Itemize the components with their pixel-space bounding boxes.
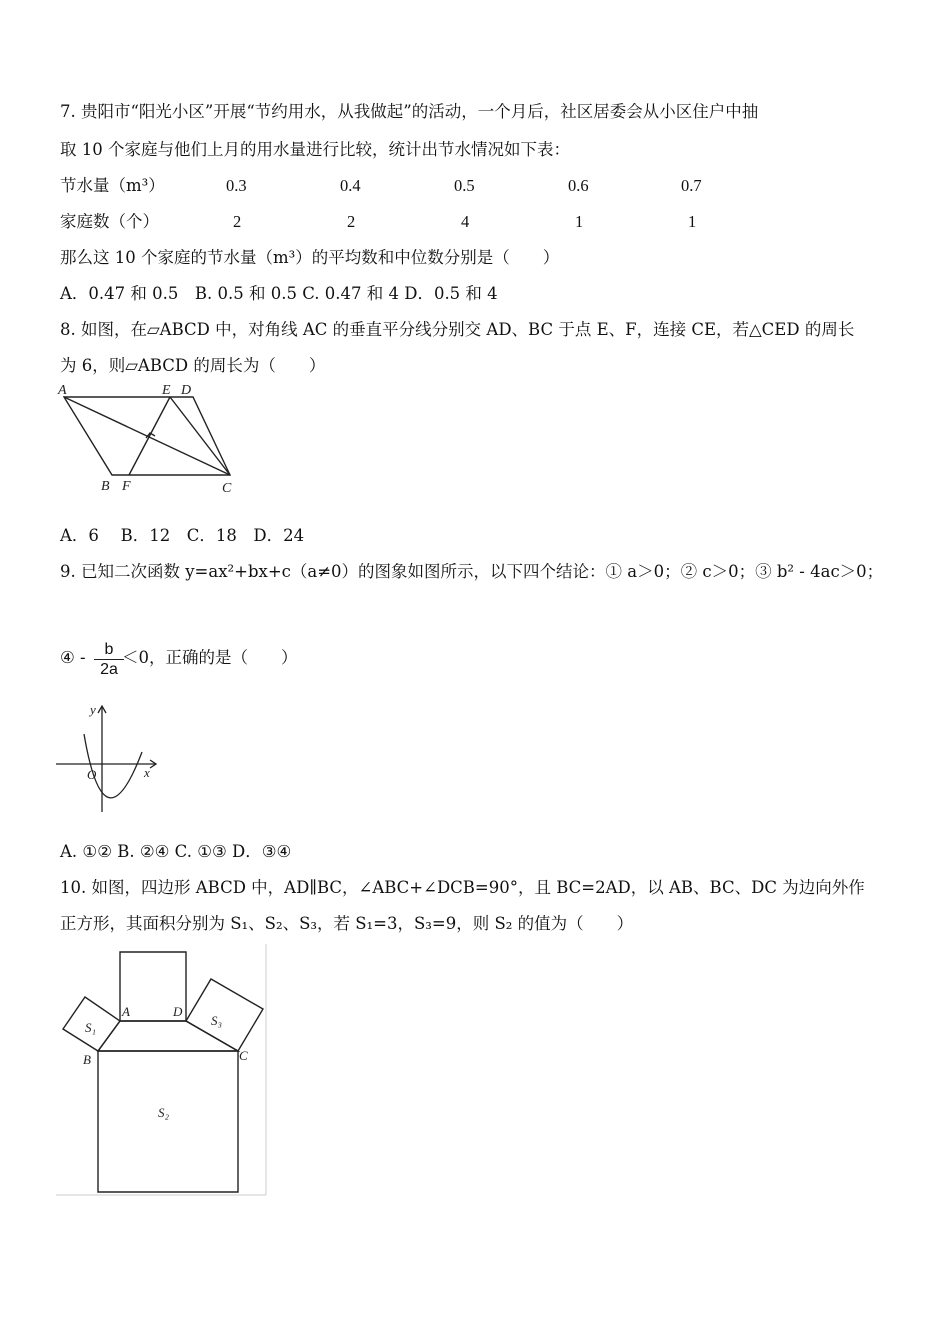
label-origin: O <box>87 767 97 782</box>
q9-line2-suffix: ＜0，正确的是（ ） <box>122 648 298 667</box>
q9-line2 <box>60 648 86 668</box>
label-B: B <box>83 1052 91 1067</box>
parallelogram-figure <box>56 384 242 496</box>
label-E: E <box>162 384 171 398</box>
label-y: y <box>90 702 96 717</box>
label-F: F <box>122 479 131 494</box>
q7-line3: 那么这 10 个家庭的节水量（m³）的平均数和中位数分别是（ ） <box>60 248 560 267</box>
q7-line2: 取 10 个家庭与他们上月的用水量进行比较，统计出节水情况如下表： <box>60 140 570 159</box>
q7-row1-value: 0.7 <box>681 176 702 195</box>
q7-row1-value: 0.3 <box>226 176 247 195</box>
q9-line2-prefix: ④ - <box>60 648 86 667</box>
label-A: A <box>58 384 67 398</box>
q10-line1: 10. 如图，四边形 ABCD 中，AD∥BC，∠ABC+∠DCB=90°，且 BC=2AD，以 AB、BC、DC 为边向外作 <box>60 878 865 897</box>
label-S1: S₁ <box>85 1020 97 1035</box>
q7-options: A．0.47 和 0.5 B. 0.5 和 0.5 C. 0.47 和 4 D．0.5 和 4 <box>60 284 498 303</box>
label-C: C <box>239 1048 248 1063</box>
label-A: A <box>122 1004 130 1019</box>
q10-line2: 正方形，其面积分别为 S₁、S₂、S₃，若 S₁=3，S₃=9，则 S₂ 的值为（ ） <box>60 914 634 933</box>
q7-line1: 7. 贵阳市“阳光小区”开展“节约用水，从我做起”的活动，一个月后，社区居委会从小区住户中抽 <box>60 102 759 121</box>
q7-row2-value: 2 <box>233 212 242 231</box>
q7-row1-value: 0.4 <box>340 176 361 195</box>
q7-row1-value: 0.6 <box>568 176 589 195</box>
q7-row2-value: 1 <box>575 212 584 231</box>
q7-row2-value: 1 <box>688 212 697 231</box>
fraction-denominator: 2a <box>100 661 118 678</box>
fraction-numerator: b <box>94 640 124 660</box>
label-x: x <box>144 765 150 780</box>
q8-options: A．6 B．12 C．18 D．24 <box>60 526 305 545</box>
q7-row1-label: 节水量（m³） <box>60 176 165 195</box>
q9-line1: 9. 已知二次函数 y=ax²+bx+c（a≠0）的图象如图所示，以下四个结论：① a＞0；② c＞0；③ b² ‑ 4ac＞0； <box>60 562 884 581</box>
q7-row2-label: 家庭数（个） <box>60 212 159 231</box>
q7-row2-value: 2 <box>347 212 356 231</box>
label-D: D <box>181 384 192 398</box>
label-D: D <box>173 1004 183 1019</box>
q7-row2-value: 4 <box>461 212 470 231</box>
q9-options: A. ①② B. ②④ C. ①③ D．③④ <box>60 842 292 861</box>
label-S3: S₃ <box>211 1013 223 1028</box>
label-C: C <box>222 481 232 496</box>
squares-figure <box>56 944 268 1196</box>
q7-row1-value: 0.5 <box>454 176 475 195</box>
q8-line1: 8. 如图，在▱ABCD 中，对角线 AC 的垂直平分线分别交 AD、BC 于点 E、F，连接 CE，若△CED 的周长 <box>60 320 855 339</box>
fraction-b-over-2a <box>94 640 124 679</box>
q8-line2: 为 6，则▱ABCD 的周长为（ ） <box>60 356 326 375</box>
label-B: B <box>101 479 110 494</box>
parabola-graph-figure <box>56 702 158 814</box>
label-S2: S₂ <box>158 1105 170 1120</box>
